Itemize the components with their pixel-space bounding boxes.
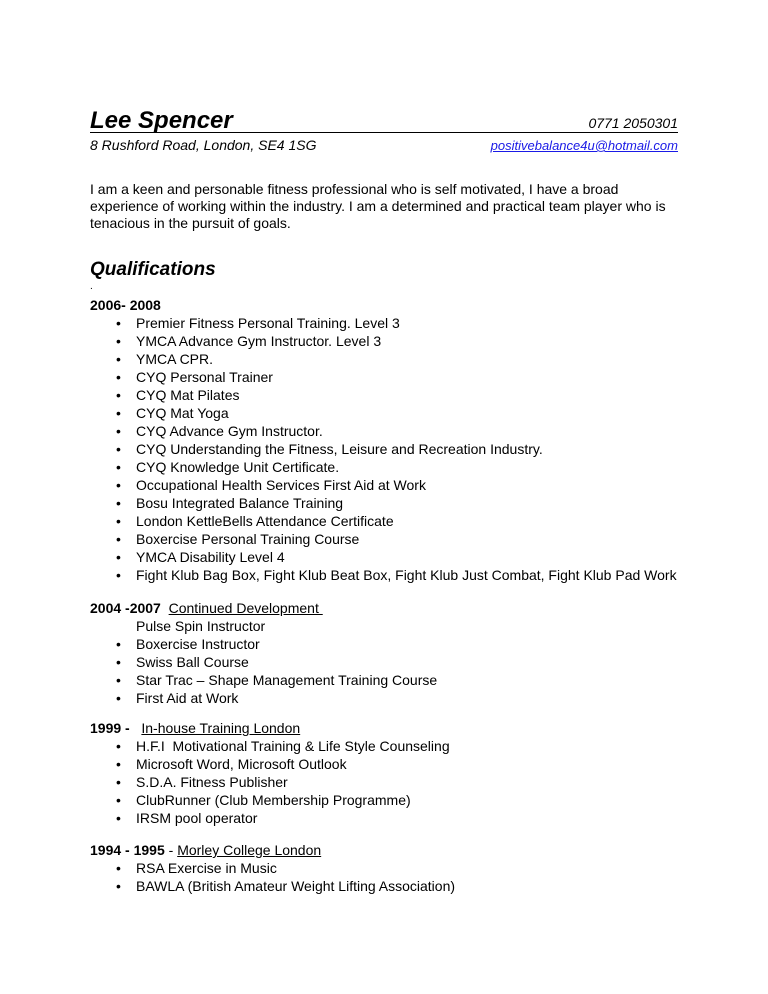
- group-separator: [161, 600, 169, 616]
- item-text: YMCA Advance Gym Instructor. Level 3: [136, 333, 382, 349]
- group-title: In-house Training London: [141, 720, 301, 736]
- group-year: 1999 -: [90, 720, 130, 736]
- group-year: 2006- 2008: [90, 297, 161, 313]
- item-text: CYQ Understanding the Fitness, Leisure and Recreation Industry.: [136, 441, 543, 457]
- intro-paragraph: I am a keen and personable fitness professional who is self motivated, I have a broad experience of working within the industry. I am a determined and practical team player who is tenacious in the pursuit of goals.: [90, 181, 666, 231]
- item-text: IRSM pool operator: [136, 810, 258, 826]
- item-text: Premier Fitness Personal Training. Level 3: [136, 315, 400, 331]
- qualification-group: [90, 841, 690, 895]
- list-item: [90, 737, 690, 755]
- bullet-icon: •: [116, 441, 121, 457]
- bullet-icon: •: [116, 333, 121, 349]
- bullet-icon: •: [116, 369, 121, 385]
- list-item: [90, 859, 690, 877]
- group-title: Continued Development: [168, 600, 323, 616]
- group-year: 2004 -2007: [90, 600, 161, 616]
- list-item: [90, 512, 690, 530]
- item-text: CYQ Mat Pilates: [136, 387, 240, 403]
- qualification-group: [90, 719, 690, 827]
- list-item: [90, 635, 690, 653]
- bullet-icon: •: [116, 860, 121, 876]
- bullet-icon: •: [116, 531, 121, 547]
- group-title: Morley College London: [177, 842, 322, 858]
- list-item: [90, 755, 690, 773]
- group-year: 1994 - 1995: [90, 842, 165, 858]
- item-text: Star Trac – Shape Management Training Course: [136, 672, 438, 688]
- bullet-icon: •: [116, 387, 121, 403]
- group-separator: [130, 720, 142, 736]
- bullet-icon: •: [116, 495, 121, 511]
- item-text: CYQ Mat Yoga: [136, 405, 229, 421]
- item-text: Fight Klub Bag Box, Fight Klub Beat Box, Fight Klub Just Combat, Fight Klub Pad Work: [136, 567, 677, 583]
- bullet-icon: •: [116, 423, 121, 439]
- item-text: ClubRunner (Club Membership Programme): [136, 792, 411, 808]
- list-item: [90, 404, 690, 422]
- phone-number: 0771 2050301: [588, 115, 678, 131]
- header-divider: [90, 132, 678, 133]
- bullet-icon: •: [116, 636, 121, 652]
- item-text: Boxercise Personal Training Course: [136, 531, 360, 547]
- item-text: Occupational Health Services First Aid at Work: [136, 477, 426, 493]
- item-text: BAWLA (British Amateur Weight Lifting Association): [136, 878, 456, 894]
- bullet-icon: •: [116, 878, 121, 894]
- qualification-list: [90, 314, 690, 584]
- list-item: [90, 314, 690, 332]
- list-item: [90, 350, 690, 368]
- item-text: S.D.A. Fitness Publisher: [136, 774, 288, 790]
- group-heading: [90, 296, 690, 314]
- item-text: Boxercise Instructor: [136, 636, 260, 652]
- cv-name: Lee Spencer: [90, 107, 233, 134]
- group-heading: [90, 719, 690, 737]
- list-item: [90, 368, 690, 386]
- bullet-icon: •: [116, 774, 121, 790]
- item-text: H.F.I Motivational Training & Life Style Counseling: [136, 738, 450, 754]
- header-address-row: [90, 136, 678, 155]
- list-item: [90, 617, 690, 635]
- qualification-list: [90, 617, 690, 707]
- list-item: [90, 653, 690, 671]
- item-text: YMCA CPR.: [136, 351, 214, 367]
- list-item: [90, 791, 690, 809]
- section-title-qualifications: Qualifications: [90, 259, 216, 280]
- bullet-icon: •: [116, 792, 121, 808]
- list-item: [90, 530, 690, 548]
- group-heading: [90, 841, 690, 859]
- item-text: RSA Exercise in Music: [136, 860, 277, 876]
- bullet-icon: •: [116, 738, 121, 754]
- qualification-list: [90, 859, 690, 895]
- list-item: [90, 566, 690, 584]
- bullet-icon: •: [116, 567, 121, 583]
- bullet-icon: •: [116, 756, 121, 772]
- bullet-icon: •: [116, 690, 121, 706]
- bullet-icon: •: [116, 459, 121, 475]
- list-item: [90, 877, 690, 895]
- list-item: [90, 422, 690, 440]
- item-text: CYQ Advance Gym Instructor.: [136, 423, 323, 439]
- group-heading: [90, 599, 690, 617]
- bullet-icon: •: [116, 513, 121, 529]
- item-text: Microsoft Word, Microsoft Outlook: [136, 756, 347, 772]
- qualification-group: [90, 296, 690, 584]
- bullet-icon: •: [116, 810, 121, 826]
- list-item: [90, 494, 690, 512]
- item-text: London KettleBells Attendance Certificate: [136, 513, 394, 529]
- item-text: First Aid at Work: [136, 690, 239, 706]
- list-item: [90, 476, 690, 494]
- list-item: [90, 689, 690, 707]
- list-item: [90, 332, 690, 350]
- list-item: [90, 671, 690, 689]
- bullet-icon: •: [116, 351, 121, 367]
- item-text: Bosu Integrated Balance Training: [136, 495, 344, 511]
- bullet-icon: •: [116, 549, 121, 565]
- list-item: [90, 809, 690, 827]
- bullet-icon: •: [116, 315, 121, 331]
- item-text: Swiss Ball Course: [136, 654, 249, 670]
- item-text: Pulse Spin Instructor: [136, 618, 266, 634]
- bullet-icon: •: [116, 654, 121, 670]
- bullet-icon: •: [116, 672, 121, 688]
- qualification-group: [90, 599, 690, 707]
- address: 8 Rushford Road, London, SE4 1SG: [90, 137, 317, 153]
- section-marker: .: [90, 281, 93, 292]
- list-item: [90, 386, 690, 404]
- list-item: [90, 548, 690, 566]
- bullet-icon: •: [116, 405, 121, 421]
- bullet-icon: •: [116, 477, 121, 493]
- list-item: [90, 440, 690, 458]
- qualification-list: [90, 737, 690, 827]
- list-item: [90, 458, 690, 476]
- item-text: CYQ Knowledge Unit Certificate.: [136, 459, 340, 475]
- email-link[interactable]: positivebalance4u@hotmail.com: [490, 138, 678, 153]
- group-separator: -: [164, 842, 178, 858]
- list-item: [90, 773, 690, 791]
- item-text: YMCA Disability Level 4: [136, 549, 285, 565]
- item-text: CYQ Personal Trainer: [136, 369, 273, 385]
